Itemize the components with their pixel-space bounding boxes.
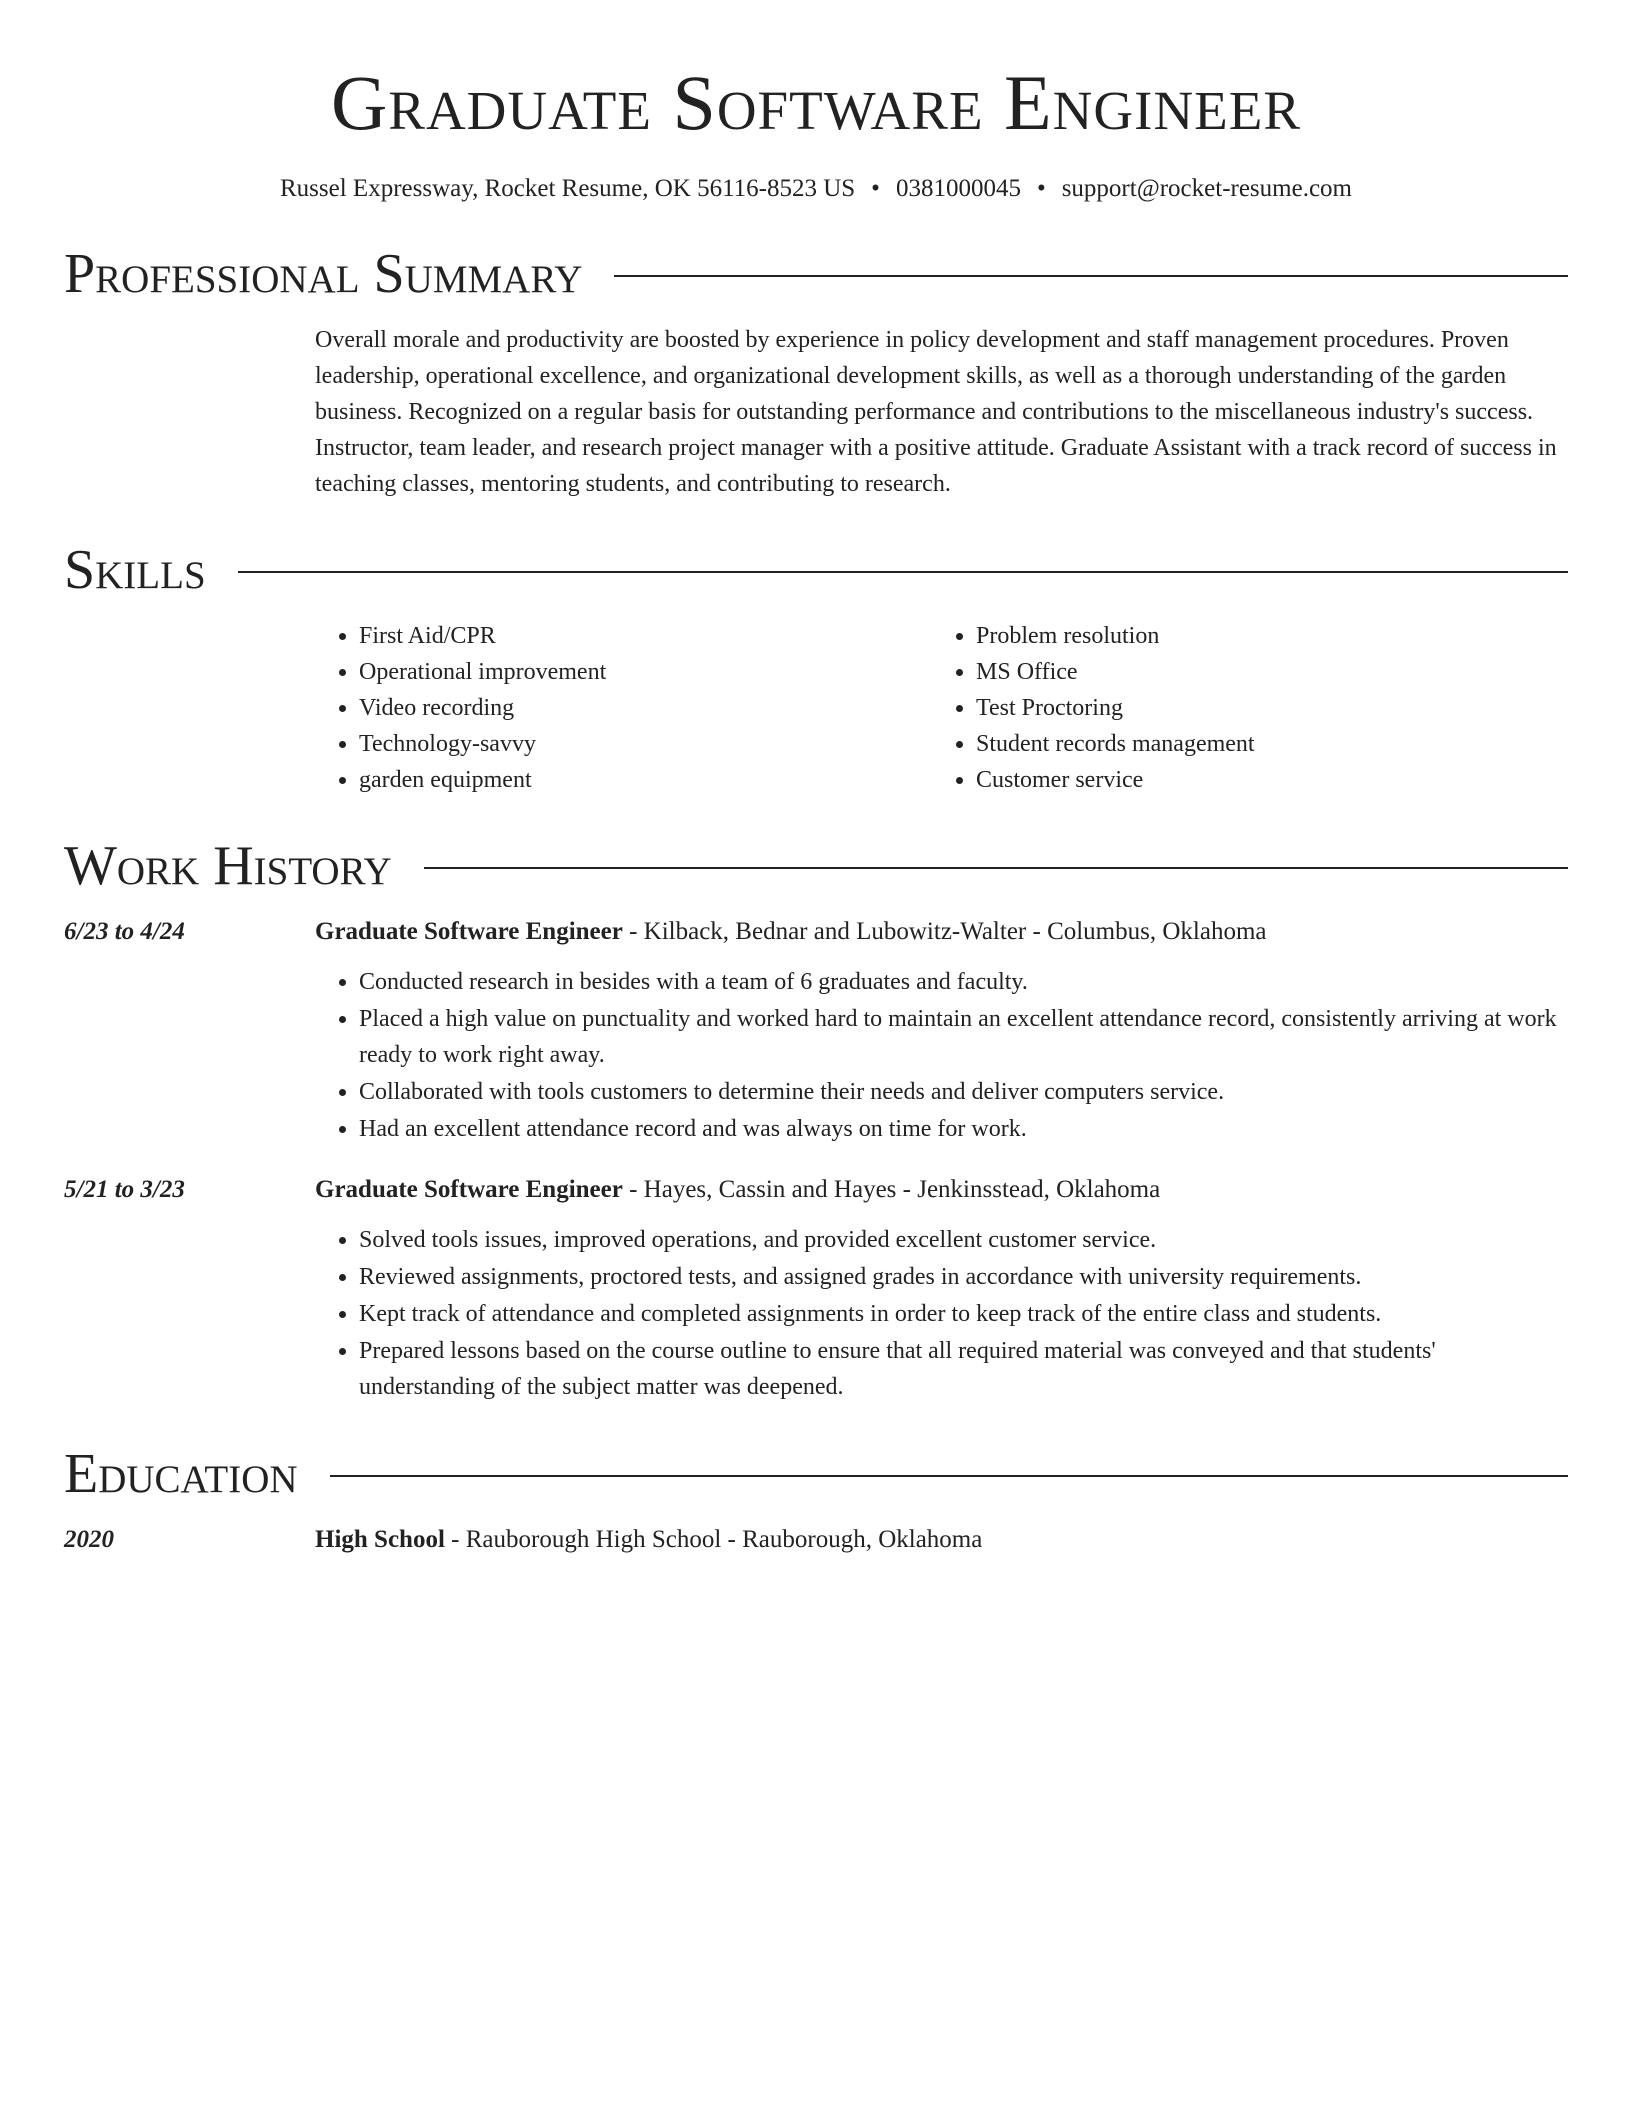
contact-phone: 0381000045 <box>895 175 1021 202</box>
skill-item: • garden equipment <box>359 762 932 798</box>
skills-column-right <box>932 618 1549 798</box>
contact-separator: • <box>1036 175 1046 202</box>
work-entry-dates: 5/21 to 3/23 <box>64 1176 185 1203</box>
work-bullet: • Had an excellent attendance record and was always on time for work. <box>359 1111 1568 1147</box>
education-entry-degree: High School <box>315 1526 445 1553</box>
education-entry-heading <box>315 1522 1568 1558</box>
contact-line <box>64 172 1568 206</box>
work-entry-role: Graduate Software Engineer <box>315 918 623 945</box>
work-section-title: Work History <box>64 835 392 897</box>
work-bullet: • Kept track of attendance and completed assignments in order to keep track of the entire class and students. <box>359 1296 1568 1332</box>
summary-section-body <box>315 322 1568 502</box>
education-entry-details: - Rauborough High School - Rauborough, Oklahoma <box>444 1526 983 1553</box>
work-entry-heading <box>315 914 1568 950</box>
work-bullet: • Solved tools issues, improved operations, and provided excellent customer service. <box>359 1222 1568 1258</box>
skill-item: • Customer service <box>976 762 1549 798</box>
section-divider <box>238 571 1568 573</box>
skills-grid <box>315 618 1568 798</box>
work-entry-bullets <box>315 1222 1568 1405</box>
education-entry-content <box>315 1522 1568 1558</box>
work-entry-bullets <box>315 964 1568 1147</box>
skill-item: • First Aid/CPR <box>359 618 932 654</box>
work-entry-heading <box>315 1172 1568 1208</box>
contact-address: Russel Expressway, Rocket Resume, OK 56116-8523 US <box>280 175 856 202</box>
skills-column-left <box>315 618 932 798</box>
skill-item: • Technology-savvy <box>359 726 932 762</box>
contact-email: support@rocket-resume.com <box>1061 175 1352 202</box>
work-bullet: • Prepared lessons based on the course outline to ensure that all required material was conveyed and that students' understanding of the subject matter was deepened. <box>359 1333 1568 1405</box>
skill-item: • Student records management <box>976 726 1549 762</box>
skills-section-body <box>315 618 1568 798</box>
skill-item: • Test Proctoring <box>976 690 1549 726</box>
work-bullet: • Conducted research in besides with a team of 6 graduates and faculty. <box>359 964 1568 1000</box>
skill-item: • MS Office <box>976 654 1549 690</box>
skills-section-title: Skills <box>64 539 206 601</box>
work-entry-content <box>315 914 1568 1148</box>
work-bullet: • Collaborated with tools customers to determine their needs and deliver computers service. <box>359 1074 1568 1110</box>
work-bullet: • Placed a high value on punctuality and worked hard to maintain an excellent attendance record, consistently arriving at work ready to work right away. <box>359 1001 1568 1073</box>
skill-item: • Operational improvement <box>359 654 932 690</box>
work-bullet: • Reviewed assignments, proctored tests, and assigned grades in accordance with university requirements. <box>359 1259 1568 1295</box>
work-entry-details: - Hayes, Cassin and Hayes - Jenkinsstead, Oklahoma <box>622 1176 1161 1203</box>
skill-item: • Problem resolution <box>976 618 1549 654</box>
skills-section-header <box>64 538 1568 602</box>
education-entry <box>64 1522 1568 1558</box>
section-divider <box>614 275 1568 277</box>
summary-section-header <box>64 242 1568 306</box>
education-section-header <box>64 1442 1568 1506</box>
work-section-header <box>64 834 1568 898</box>
resume-title: Graduate Software Engineer <box>330 59 1302 146</box>
section-divider <box>330 1475 1568 1477</box>
work-entry <box>64 1172 1568 1406</box>
work-entry-role: Graduate Software Engineer <box>315 1176 623 1203</box>
skill-item: • Video recording <box>359 690 932 726</box>
section-divider <box>424 867 1568 869</box>
work-entry-content <box>315 1172 1568 1406</box>
work-entry-dates: 6/23 to 4/24 <box>64 918 185 945</box>
contact-separator: • <box>871 175 880 202</box>
education-entry-year: 2020 <box>64 1526 114 1553</box>
summary-section-title: Professional Summary <box>64 243 583 305</box>
work-entry <box>64 914 1568 1148</box>
summary-text: Overall morale and productivity are boosted by experience in policy development and staff management procedures. Proven leadership, operational excellence, and organizational development skills, as well as a thorough understanding of the garden business. Recognized on a regular basis for outstanding performance and contributions to the miscellaneous industry's success. Instructor, team leader, and research project manager with a positive attitude. Graduate Assistant with a track record of success in teaching classes, mentoring students, and contributing to research. <box>315 327 1557 497</box>
education-section-title: Education <box>64 1443 298 1505</box>
work-entry-details: - Kilback, Bednar and Lubowitz-Walter - Columbus, Oklahoma <box>622 918 1267 945</box>
